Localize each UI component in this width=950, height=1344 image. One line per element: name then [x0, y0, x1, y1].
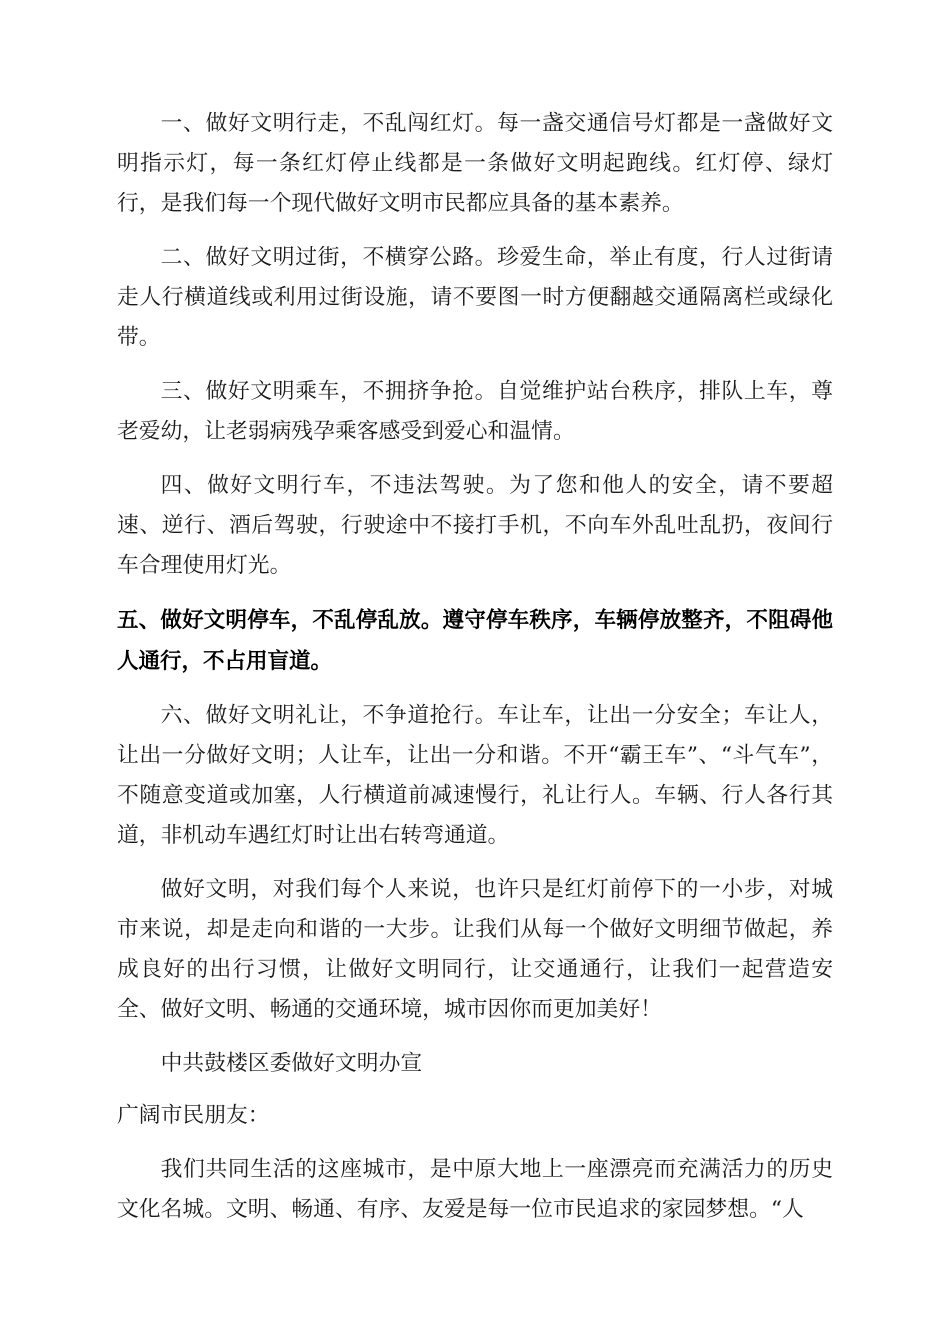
salutation: 广阔市民朋友： — [117, 1103, 270, 1128]
paragraph-conclusion: 做好文明，对我们每个人来说，也许只是红灯前停下的一小步，对城市来说，却是走向和谐的一大步。让我们从每一个做好文明细节做起，养成良好的出行习惯，让做好文明同行，让交通通行，让我们一起营造安全、做好文明、畅通的交通环境，城市因你而更加美好！ — [117, 877, 833, 1022]
document-body — [117, 104, 833, 1244]
paragraph-crossing: 二、做好文明过街，不横穿公路。珍爱生命，举止有度，行人过街请走人行横道线或利用过街设施，请不要图一时方便翻越交通隔离栏或绿化带。 — [117, 245, 833, 350]
paragraph-parking: 五、做好文明停车，不乱停乱放。遵守停车秩序，车辆停放整齐，不阻碍他人通行，不占用盲道。 — [117, 608, 833, 674]
paragraph-riding: 三、做好文明乘车，不拥挤争抢。自觉维护站台秩序，排队上车，尊老爱幼，让老弱病残孕乘客感受到爱心和温情。 — [117, 379, 833, 444]
paragraph-intro: 我们共同生活的这座城市，是中原大地上一座漂亮而充满活力的历史文化名城。文明、畅通、有序、友爱是每一位市民追求的家园梦想。“人 — [117, 1157, 833, 1222]
paragraph-driving: 四、做好文明行车，不违法驾驶。为了您和他人的安全，请不要超速、逆行、酒后驾驶，行驶途中不接打手机，不向车外乱吐乱扔，夜间行车合理使用灯光。 — [117, 473, 833, 578]
signature: 中共鼓楼区委做好文明办宣 — [160, 1051, 423, 1076]
paragraph-yielding: 六、做好文明礼让，不争道抢行。车让车，让出一分安全；车让人，让出一分做好文明；人让车，让出一分和谐。不开“霸王车”、“斗气车”，不随意变道或加塞，人行横道前减速慢行，礼让行人。车辆、行人各行其道，非机动车遇红灯时让出右转弯通道。 — [117, 703, 833, 848]
paragraph-walking: 一、做好文明行走，不乱闯红灯。每一盏交通信号灯都是一盏做好文明指示灯，每一条红灯停止线都是一条做好文明起跑线。红灯停、绿灯行，是我们每一个现代做好文明市民都应具备的基本素养。 — [117, 111, 833, 216]
